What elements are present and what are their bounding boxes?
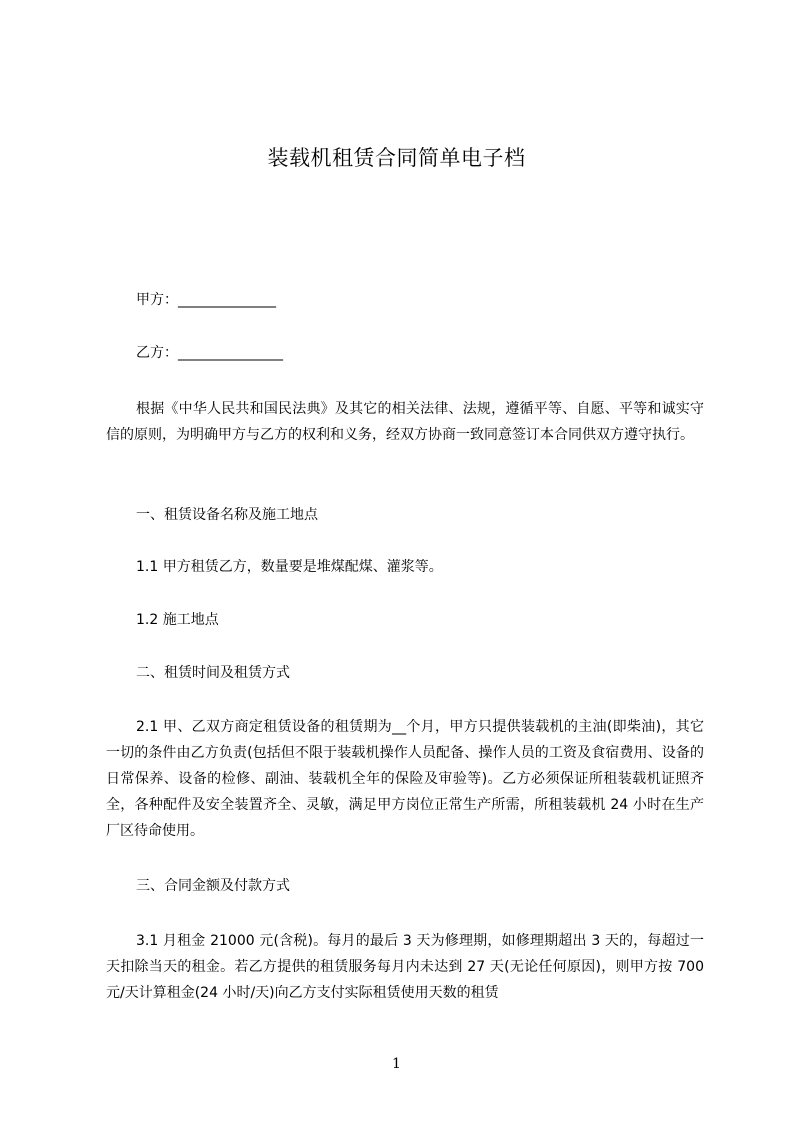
section-2-heading: 二、租赁时间及租赁方式 [136,665,290,681]
clause-3-1: 3.1 月租金 21000 元(含税)。每月的最后 3 天为修理期，如修理期超出 3 天的，每超过一天扣除当天的租金。若乙方提供的租赁服务每月内未达到 27 天(无论任何原因)，则甲方按 700 元/天计算租金(24 小时/天)向乙方支付实际租赁使用天数的租赁 [106,933,704,1001]
clause-2-1: 2.1 甲、乙双方商定租赁设备的租赁期为__个月，甲方只提供装载机的主油(即柴油)，其它一切的条件由乙方负责(包括但不限于装载机操作人员配备、操作人员的工资及食宿费用、设备的日常保养、设备的检修、副油、装载机全年的保险及审验等)。乙方必须保证所租装载机证照齐全，各种配件及安全装置齐全、灵敏，满足甲方岗位正常生产所需，所租装载机 24 小时在生产厂区待命使用。 [106,719,704,839]
clause-1-2: 1.2 施工地点 [136,612,219,628]
preamble-paragraph: 根据《中华人民共和国民法典》及其它的相关法律、法规，遵循平等、自愿、平等和诚实守信的原则，为明确甲方与乙方的权利和义务，经双方协商一致同意签订本合同供双方遵守执行。 [106,401,704,443]
party-a-line: 甲方：______________ [136,292,276,308]
clause-1-1: 1.1 甲方租赁乙方，数量要是堆煤配煤、灌浆等。 [136,559,443,575]
party-b-line: 乙方：_______________ [136,345,283,361]
document-title: 装载机租赁合同简单电子档 [267,146,526,170]
section-3-heading: 三、合同金额及付款方式 [136,878,290,894]
page-number: 1 [392,1056,401,1072]
section-1-heading: 一、租赁设备名称及施工地点 [136,507,318,523]
